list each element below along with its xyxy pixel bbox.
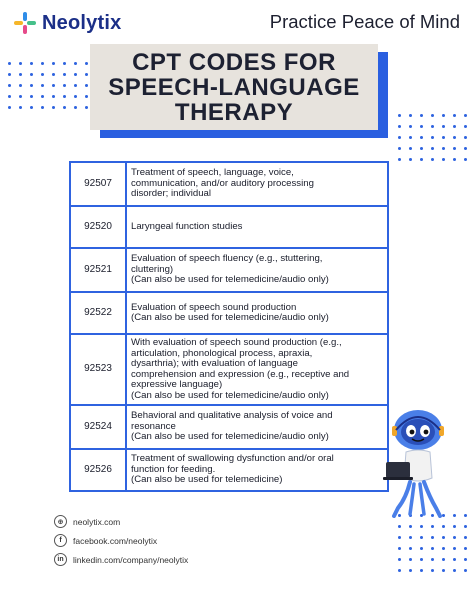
dot: [8, 95, 11, 98]
dot: [52, 106, 55, 109]
contact-item[interactable]: [54, 552, 188, 567]
dot: [63, 73, 66, 76]
dot: [453, 125, 456, 128]
dot: [19, 73, 22, 76]
table-row: [70, 206, 388, 248]
description-line: dysarthria); with evaluation of language: [131, 358, 298, 369]
cpt-description: [126, 206, 388, 248]
description-line: (Can also be used for telemedicine/audio only): [131, 431, 329, 443]
dot: [442, 147, 445, 150]
dot: [431, 147, 434, 150]
contact-link[interactable]: neolytix.com: [73, 516, 121, 527]
dot: [464, 147, 467, 150]
cpt-code: 92521: [70, 248, 126, 292]
contact-link[interactable]: facebook.com/neolytix: [73, 535, 158, 546]
dot: [409, 158, 412, 161]
dot: [19, 84, 22, 87]
dot: [398, 136, 401, 139]
cpt-description: [126, 334, 388, 405]
description-line: Treatment of speech, language, voice,: [131, 167, 294, 179]
dot: [85, 62, 88, 65]
dot: [453, 569, 456, 572]
dot: [442, 569, 445, 572]
dot: [8, 84, 11, 87]
dot: [442, 136, 445, 139]
table-row: [70, 292, 388, 334]
dot: [398, 536, 401, 539]
contact-item[interactable]: [54, 533, 188, 548]
description-line: comprehension and expression (e.g., receptive and: [131, 368, 350, 380]
dot: [453, 114, 456, 117]
dot: [52, 84, 55, 87]
dot: [398, 569, 401, 572]
table-row: [70, 162, 388, 206]
dot-pattern-right: [398, 114, 474, 161]
dot: [409, 147, 412, 150]
dot: [398, 558, 401, 561]
dot: [19, 62, 22, 65]
dot: [420, 558, 423, 561]
dot: [41, 106, 44, 109]
description-line: expressive language): [131, 379, 223, 390]
dot: [398, 114, 401, 117]
dot: [453, 547, 456, 550]
description-line: communication, and/or auditory processing: [131, 177, 314, 189]
table-row: [70, 405, 388, 449]
dot: [431, 569, 434, 572]
dot: [85, 84, 88, 87]
cpt-description: [126, 405, 388, 449]
description-line: disorder; individual: [131, 188, 211, 200]
dot: [464, 136, 467, 139]
dot: [398, 147, 401, 150]
dot: [409, 569, 412, 572]
dot: [398, 547, 401, 550]
dot-pattern-left: [8, 62, 88, 109]
title-line-1: CPT CODES FOR: [132, 48, 336, 76]
dot: [453, 536, 456, 539]
dot: [409, 125, 412, 128]
dot: [431, 125, 434, 128]
dot: [30, 62, 33, 65]
dot: [431, 525, 434, 528]
dot: [30, 84, 33, 87]
dot: [431, 547, 434, 550]
dot: [85, 73, 88, 76]
dot: [74, 84, 77, 87]
dot: [442, 114, 445, 117]
dot: [19, 106, 22, 109]
dot: [420, 536, 423, 539]
dot: [74, 106, 77, 109]
dot: [431, 114, 434, 117]
description-line: Evaluation of speech sound production: [131, 301, 297, 313]
dot: [453, 136, 456, 139]
cpt-description: [126, 162, 388, 206]
dot: [52, 62, 55, 65]
dot: [85, 95, 88, 98]
contact-list: [54, 514, 188, 571]
description-line: (Can also be used for telemedicine/audio only): [131, 312, 329, 323]
contact-item[interactable]: [54, 514, 188, 529]
title-line-3: THERAPY: [174, 98, 294, 126]
dot: [30, 106, 33, 109]
dot: [63, 84, 66, 87]
dot: [52, 73, 55, 76]
robot-mascot-icon: [378, 408, 450, 518]
dot: [74, 73, 77, 76]
dot: [398, 125, 401, 128]
dot: [464, 125, 467, 128]
dot: [420, 147, 423, 150]
table-row: [70, 248, 388, 292]
dot: [409, 525, 412, 528]
dot: [398, 158, 401, 161]
brand-name: Neolytix: [42, 11, 122, 34]
neolytix-logo[interactable]: [14, 10, 121, 36]
dot: [431, 158, 434, 161]
dot: [41, 95, 44, 98]
dot-pattern-bottom-right: [398, 514, 474, 572]
dot: [453, 558, 456, 561]
linkedin-icon: in: [54, 553, 67, 566]
dot: [453, 147, 456, 150]
dot: [8, 62, 11, 65]
description-line: (Can also be used for telemedicine): [131, 474, 283, 486]
cpt-code: 92524: [70, 405, 126, 449]
page-title: [90, 44, 378, 130]
dot: [30, 95, 33, 98]
dot: [8, 106, 11, 109]
dot: [420, 525, 423, 528]
dot: [431, 136, 434, 139]
table-row: [70, 449, 388, 491]
dot: [420, 569, 423, 572]
dot: [431, 558, 434, 561]
facebook-icon: f: [54, 534, 67, 547]
description-line: Treatment of swallowing dysfunction and/or oral: [131, 453, 334, 465]
dot: [453, 158, 456, 161]
dot: [63, 95, 66, 98]
logo-mark-icon: [14, 12, 36, 34]
dot: [442, 525, 445, 528]
dot: [409, 536, 412, 539]
dot: [409, 114, 412, 117]
dot: [63, 62, 66, 65]
description-line: Laryngeal function studies: [131, 220, 243, 232]
dot: [420, 125, 423, 128]
description-line: function for feeding.: [131, 463, 216, 475]
cpt-description: [126, 449, 388, 491]
cpt-description: [126, 248, 388, 292]
description-line: (Can also be used for telemedicine/audio only): [131, 389, 329, 401]
dot: [453, 514, 456, 517]
cpt-code: 92507: [70, 162, 126, 206]
dot: [409, 136, 412, 139]
dot: [464, 547, 467, 550]
description-line: articulation, phonological process, apraxia,: [131, 347, 313, 359]
dot: [398, 525, 401, 528]
title-line-2: SPEECH-LANGUAGE: [108, 73, 360, 101]
dot: [442, 125, 445, 128]
dot: [464, 525, 467, 528]
dot: [420, 114, 423, 117]
cpt-description: [126, 292, 388, 334]
dot: [30, 73, 33, 76]
dot: [464, 536, 467, 539]
cpt-codes-table: [69, 161, 389, 492]
globe-icon: ⊕: [54, 515, 67, 528]
dot: [85, 106, 88, 109]
table-row: [70, 334, 388, 405]
description-line: cluttering): [131, 263, 174, 275]
cpt-code: 92526: [70, 449, 126, 491]
dot: [8, 73, 11, 76]
dot: [41, 73, 44, 76]
dot: [52, 95, 55, 98]
dot: [464, 514, 467, 517]
dot: [420, 136, 423, 139]
dot: [431, 536, 434, 539]
dot: [74, 62, 77, 65]
cpt-code: 92522: [70, 292, 126, 334]
dot: [63, 106, 66, 109]
dot: [41, 84, 44, 87]
dot: [464, 558, 467, 561]
dot: [19, 95, 22, 98]
dot: [442, 558, 445, 561]
dot: [453, 525, 456, 528]
cpt-code: 92520: [70, 206, 126, 248]
dot: [442, 536, 445, 539]
description-line: Behavioral and qualitative analysis of voice and: [131, 410, 333, 422]
description-line: resonance: [131, 420, 176, 432]
tagline: Practice Peace of Mind: [269, 11, 460, 32]
dot: [464, 569, 467, 572]
dot: [74, 95, 77, 98]
dot: [409, 547, 412, 550]
dot: [464, 158, 467, 161]
description-line: Evaluation of speech fluency (e.g., stuttering,: [131, 253, 323, 265]
dot: [464, 114, 467, 117]
dot: [41, 62, 44, 65]
dot: [442, 158, 445, 161]
contact-link[interactable]: linkedin.com/company/neolytix: [73, 554, 189, 565]
cpt-code: 92523: [70, 334, 126, 405]
dot: [420, 547, 423, 550]
dot: [420, 158, 423, 161]
dot: [442, 547, 445, 550]
description-line: With evaluation of speech sound production (e.g.,: [131, 337, 342, 348]
dot: [409, 558, 412, 561]
description-line: (Can also be used for telemedicine/audio only): [131, 274, 329, 286]
